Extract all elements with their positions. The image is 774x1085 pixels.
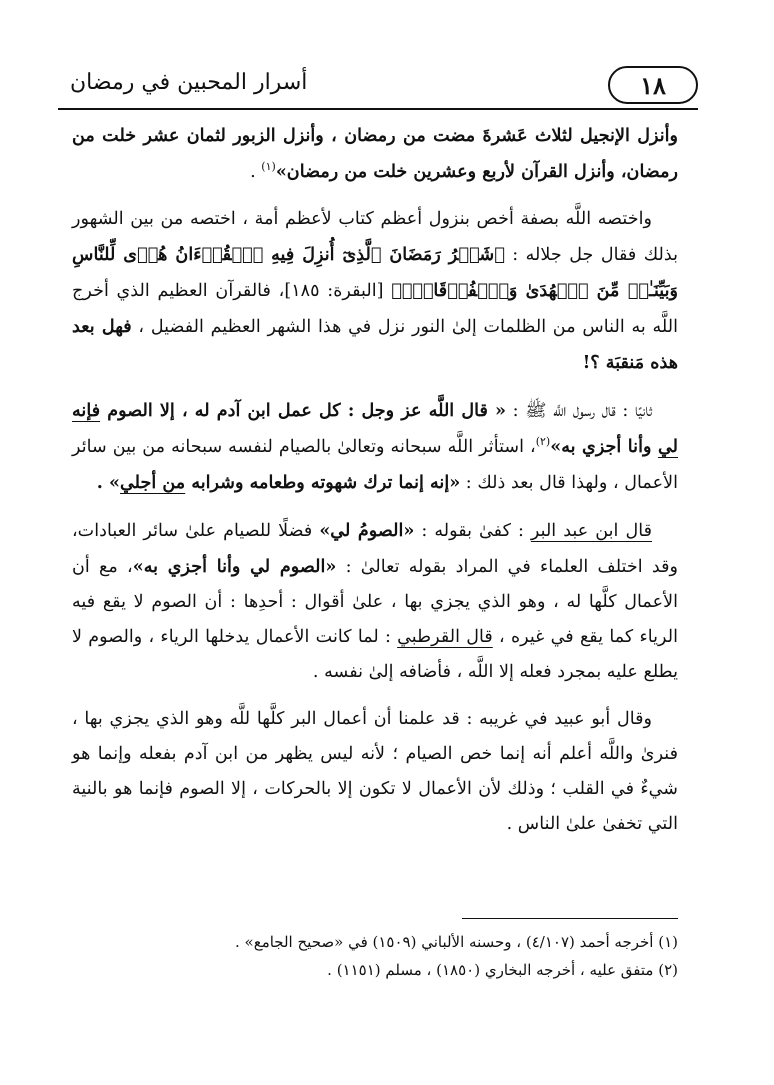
body-text [72,118,678,854]
text-run: وأنا أجزي به» [550,436,658,457]
text-run: : لما كانت الأعمال يدخلها الرياء ، والصوم لا يطلع عليه بمجرد فعله إلا اللَّه ، فأضافه إلىٰ نفسه . [72,627,678,682]
paragraph-p5 [72,702,678,842]
paragraph-p3 [72,393,678,501]
footnotes [72,928,678,984]
footnote-reference: (٢) [535,435,551,449]
footnote-item [72,956,678,984]
paragraph-p4 [72,513,678,690]
text-run: من أجلي [119,472,186,493]
text-run: ، مع أن الأعمال كلَّها له ، وهو الذي يجزي بها ، علىٰ أقوال : أحدِها : أن الصوم لا يقع فيه الرياء كما يقع في غيره ، [72,557,678,647]
text-run: «إنه إنما ترك شهوته وطعامه وشرابه [185,472,461,493]
footnote-reference: (١) [261,160,276,174]
text-run: قال القرطبي [397,627,493,647]
footnote-text: متفق عليه ، أخرجه البخاري (١٨٥٠) ، مسلم (١١٥١) . [327,961,659,979]
text-run: «الصوم لي وأنا أجزي به» [132,556,337,577]
text-run: « قال اللَّه عز وجل : كل عمل ابن آدم له ، إلا الصوم [100,400,507,421]
text-run: [البقرة: ١٨٥]، فالقرآن العظيم الذي أخرج اللَّه به الناس من الظلمات إلىٰ النور نزل في هذا الشهر العظيم الفضيل ، [72,281,678,337]
text-run: «الصومُ لي» [319,520,415,541]
footnote-item [72,928,678,956]
text-run: ﴿شَهۡرُ رَمَضَانَ ٱلَّذِیٓ أُنزِلَ فِیهِ ٱلۡقُرۡءَانُ هُدࣰى لِّلنَّاسِ وَبَیِّنَـٰتࣲ مِّنَ ٱلۡهُدَىٰ وَٱلۡفُرۡقَانِۚ﴾ [72,244,678,301]
text-run: واختصه اللَّه بصفة أخص بنزول أعظم كتاب لأعظم أمة ، اختصه من بين الشهور بذلك فقال جل جلاله : [72,209,679,265]
text-run: » . [96,472,120,493]
text-run: فإنه لي [72,400,679,457]
text-run: وقال أبو عبيد في غريبه : قد علمنا أن أعمال البر كلَّها للَّه وهو الذي يجزي بها ، فنرىٰ واللَّه أعلم أنه إنما خص الصيام ؛ لأنه ليس يظهر من ابن آدم بفعله وإنما هو شيءٌ في القلب ؛ وذلك لأن الأعمال لا تكون إلا بالحركات ، إلا الصوم فإنما هو بالنية التي تخفىٰ علىٰ الناس . [72,709,678,834]
footnote-divider [462,918,678,919]
paragraph-p2 [72,202,678,381]
footnote-text: أخرجه أحمد (٤/١٠٧) ، وحسنه الألباني (١٥٠٩) في «صحيح الجامع» . [235,933,659,951]
header-divider [58,108,698,110]
running-title: أسرار المحبين في رمضان [70,70,308,95]
page-number: ١٨ [640,70,666,100]
footnote-number: (٢) [658,961,678,979]
text-run: ثانيًا : قال رسول اللَّه ﷺ : [506,401,652,421]
text-run: : كفىٰ بقوله : [414,521,531,541]
text-run: فهل بعد هذه مَنقبَة ؟! [72,316,678,373]
text-run: فضلًا للصيام علىٰ سائر العبادات، وقد اختلف العلماء في المراد بقوله تعالىٰ : [72,521,678,577]
text-run: وأنزل الإنجيل لثلاث عَشرةَ مضت من رمضان ، وأنزل الزبور لثمان عشر خلت من رمضان، وأنزل القرآن لأربع وعشرين خلت من رمضان» [72,125,678,182]
paragraph-p1 [72,118,678,190]
page-number-badge [608,66,698,104]
text-run: . [250,162,262,182]
page-header [58,62,698,106]
footnote-number: (١) [658,933,678,951]
text-run: قال ابن عبد البر [530,521,653,541]
text-run: ، استأثر اللَّه سبحانه وتعالىٰ بالصيام لنفسه سبحانه من بين سائر الأعمال ، ولهذا قال بعد ذلك : [72,437,678,493]
